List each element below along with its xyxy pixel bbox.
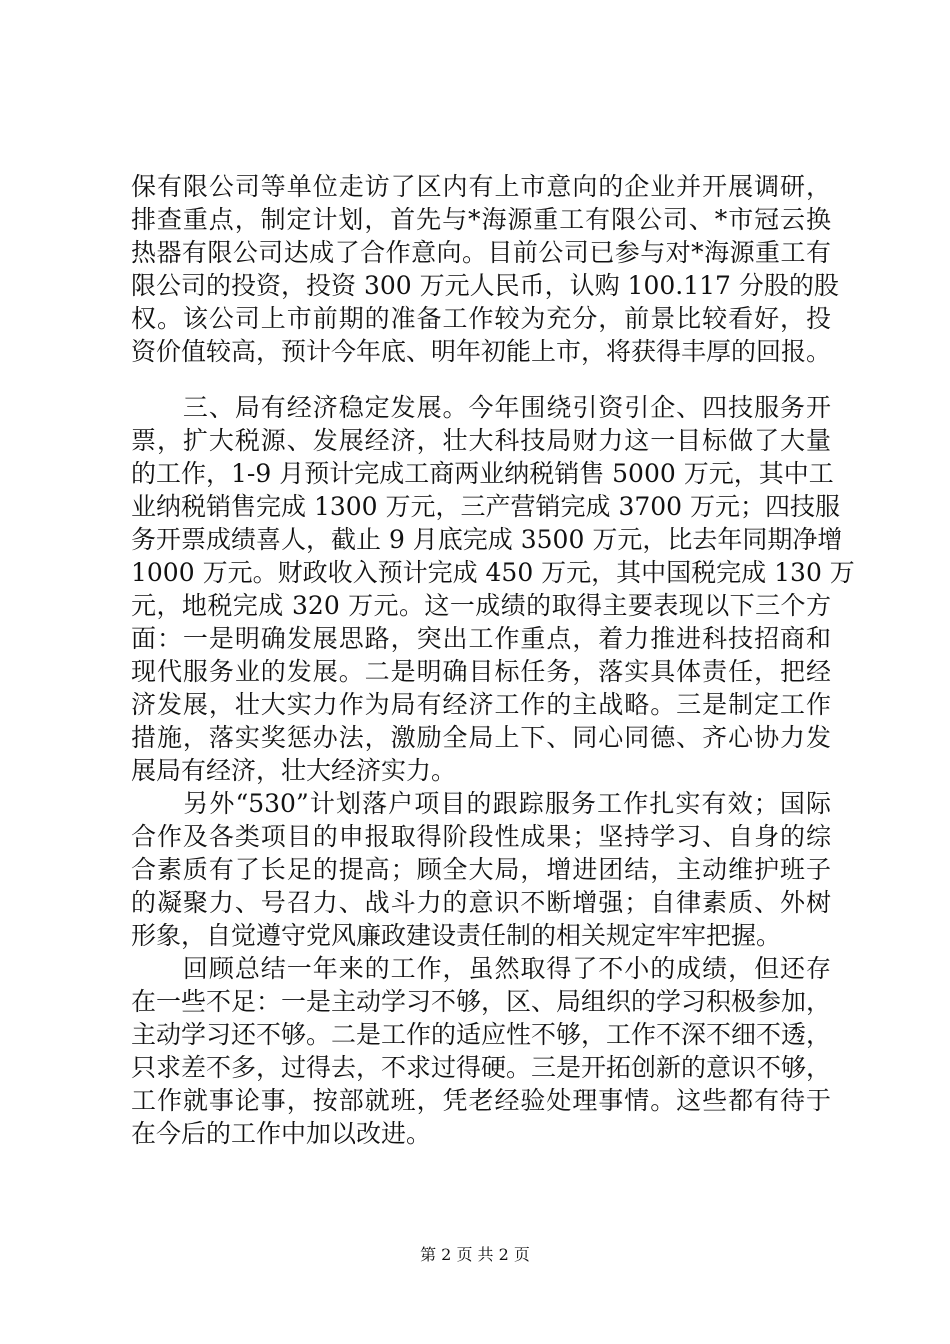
text-line: 热器有限公司达成了合作意向。目前公司已参与对*海源重工有 <box>131 238 831 267</box>
document-body <box>131 170 855 1150</box>
text-line: 保有限公司等单位走访了区内有上市意向的企业并开展调研， <box>131 172 831 201</box>
text-line: 限公司的投资，投资 300 万元人民币，认购 100.117 分股的股 <box>131 271 839 300</box>
text-line: 工作就事论事，按部就班，凭老经验处理事情。这些都有待于 <box>131 1086 831 1115</box>
text-line: 合作及各类项目的申报取得阶段性成果；坚持学习、自身的综 <box>131 822 831 851</box>
text-line: 只求差不多，过得去，不求过得硬。三是开拓创新的意识不够， <box>131 1053 832 1082</box>
text-line: 现代服务业的发展。二是明确目标任务，落实具体责任，把经 <box>131 657 831 686</box>
text-line: 济发展，壮大实力作为局有经济工作的主战略。三是制定工作 <box>131 690 831 719</box>
text-line: 形象，自觉遵守党风廉政建设责任制的相关规定牢牢把握。 <box>131 921 782 950</box>
text-line: 三、局有经济稳定发展。今年围绕引资引企、四技服务开 <box>131 393 831 422</box>
paragraph-investment-result <box>131 170 839 368</box>
text-line: 合素质有了长足的提高；顾全大局，增进团结，主动维护班子 <box>131 855 831 884</box>
text-line: 在今后的工作中加以改进。 <box>131 1119 432 1148</box>
text-line: 回顾总结一年来的工作，虽然取得了不小的成绩，但还存 <box>131 954 831 983</box>
text-line: 1000 万元。财政收入预计完成 450 万元，其中国税完成 130 万 <box>131 558 855 587</box>
text-line: 业纳税销售完成 1300 万元，三产营销完成 3700 万元；四技服 <box>131 492 841 521</box>
text-line: 资价值较高，预计今年底、明年初能上市，将获得丰厚的回报。 <box>131 337 832 366</box>
text-line: 务开票成绩喜人，截止 9 月底完成 3500 万元，比去年同期净增 <box>131 525 843 554</box>
text-line: 另外“530”计划落户项目的跟踪服务工作扎实有效；国际 <box>131 789 831 818</box>
text-line: 面：一是明确发展思路，突出工作重点，着力推进科技招商和 <box>131 624 831 653</box>
paragraph-gap <box>131 368 831 391</box>
paragraph-section-three <box>131 391 855 787</box>
page-number-label: 第 2 页 共 2 页 <box>420 1245 530 1264</box>
paragraph-other-achievements <box>131 787 831 952</box>
text-line: 措施，落实奖惩办法，激励全局上下、同心同德、齐心协力发 <box>131 723 831 752</box>
text-line: 展局有经济，壮大经济实力。 <box>131 756 457 785</box>
text-line: 的工作，1-9 月预计完成工商两业纳税销售 5000 万元，其中工 <box>131 459 834 488</box>
text-line: 的凝聚力、号召力、战斗力的意识不断增强；自律素质、外树 <box>131 888 831 917</box>
text-line: 元，地税完成 320 万元。这一成绩的取得主要表现以下三个方 <box>131 591 831 620</box>
page-footer <box>0 1245 950 1265</box>
text-line: 权。该公司上市前期的准备工作较为充分，前景比较看好，投 <box>131 304 831 333</box>
text-line: 排查重点，制定计划，首先与*海源重工有限公司、*市冠云换 <box>131 205 831 234</box>
text-line: 在一些不足：一是主动学习不够，区、局组织的学习积极参加， <box>131 987 832 1016</box>
text-line: 主动学习还不够。二是工作的适应性不够，工作不深不细不透， <box>131 1020 832 1049</box>
paragraph-shortcomings <box>131 952 831 1150</box>
text-line: 票，扩大税源、发展经济，壮大科技局财力这一目标做了大量 <box>131 426 831 455</box>
